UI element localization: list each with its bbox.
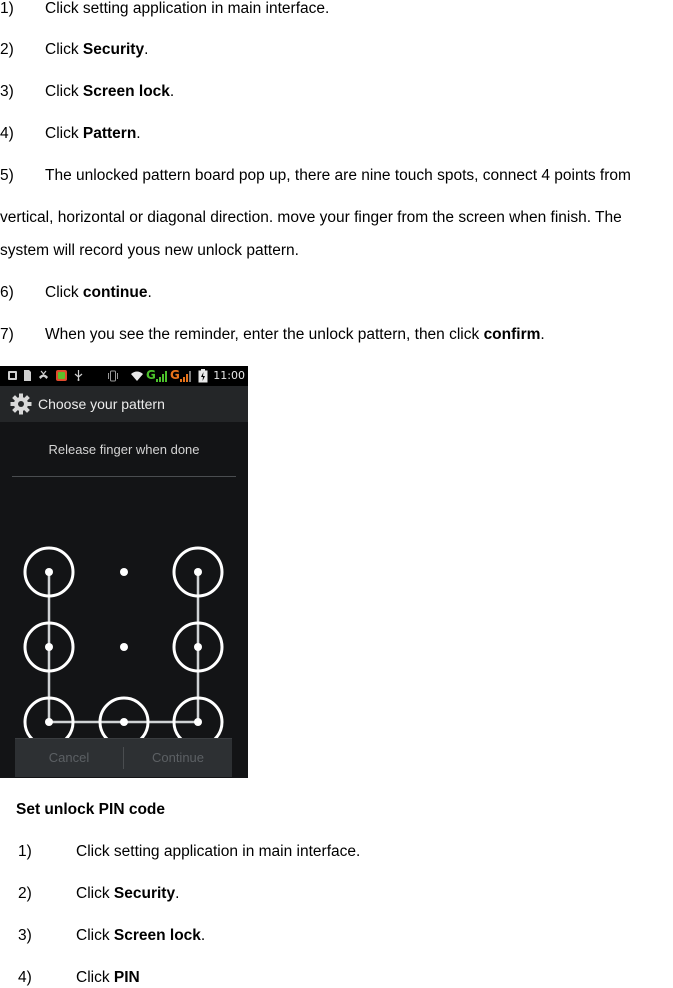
continue-button[interactable]: Continue bbox=[151, 750, 205, 765]
usb-icon bbox=[74, 370, 83, 381]
cancel-button[interactable]: Cancel bbox=[48, 750, 90, 765]
battery-icon bbox=[198, 369, 208, 383]
screen-title: Choose your pattern bbox=[38, 396, 165, 412]
signal-icon-2 bbox=[180, 371, 192, 382]
vibrate-icon bbox=[108, 370, 118, 382]
network-type-label: G bbox=[146, 368, 156, 382]
phone-screenshot bbox=[0, 366, 248, 778]
button-bar bbox=[15, 738, 232, 777]
pattern-screen bbox=[0, 422, 248, 778]
title-bar bbox=[0, 386, 248, 422]
signal-icon bbox=[156, 371, 168, 382]
pattern-dot-8[interactable] bbox=[100, 698, 148, 738]
app-icon bbox=[56, 370, 67, 381]
pattern-dot-5[interactable] bbox=[120, 643, 128, 651]
sim-icon bbox=[23, 370, 32, 381]
gear-icon bbox=[10, 393, 32, 415]
section-title-pin: Set unlock PIN code bbox=[16, 801, 166, 818]
missed-call-icon bbox=[38, 370, 49, 381]
wifi-icon bbox=[130, 370, 144, 382]
pattern-grid[interactable] bbox=[0, 478, 248, 738]
status-bar bbox=[0, 366, 248, 386]
clock: 11:00 bbox=[213, 369, 245, 382]
divider bbox=[12, 476, 236, 477]
notification-icon bbox=[8, 370, 17, 381]
pattern-hint: Release finger when done bbox=[48, 442, 200, 457]
pattern-dot-2[interactable] bbox=[120, 568, 128, 576]
network-type-label-2: G bbox=[170, 368, 180, 382]
